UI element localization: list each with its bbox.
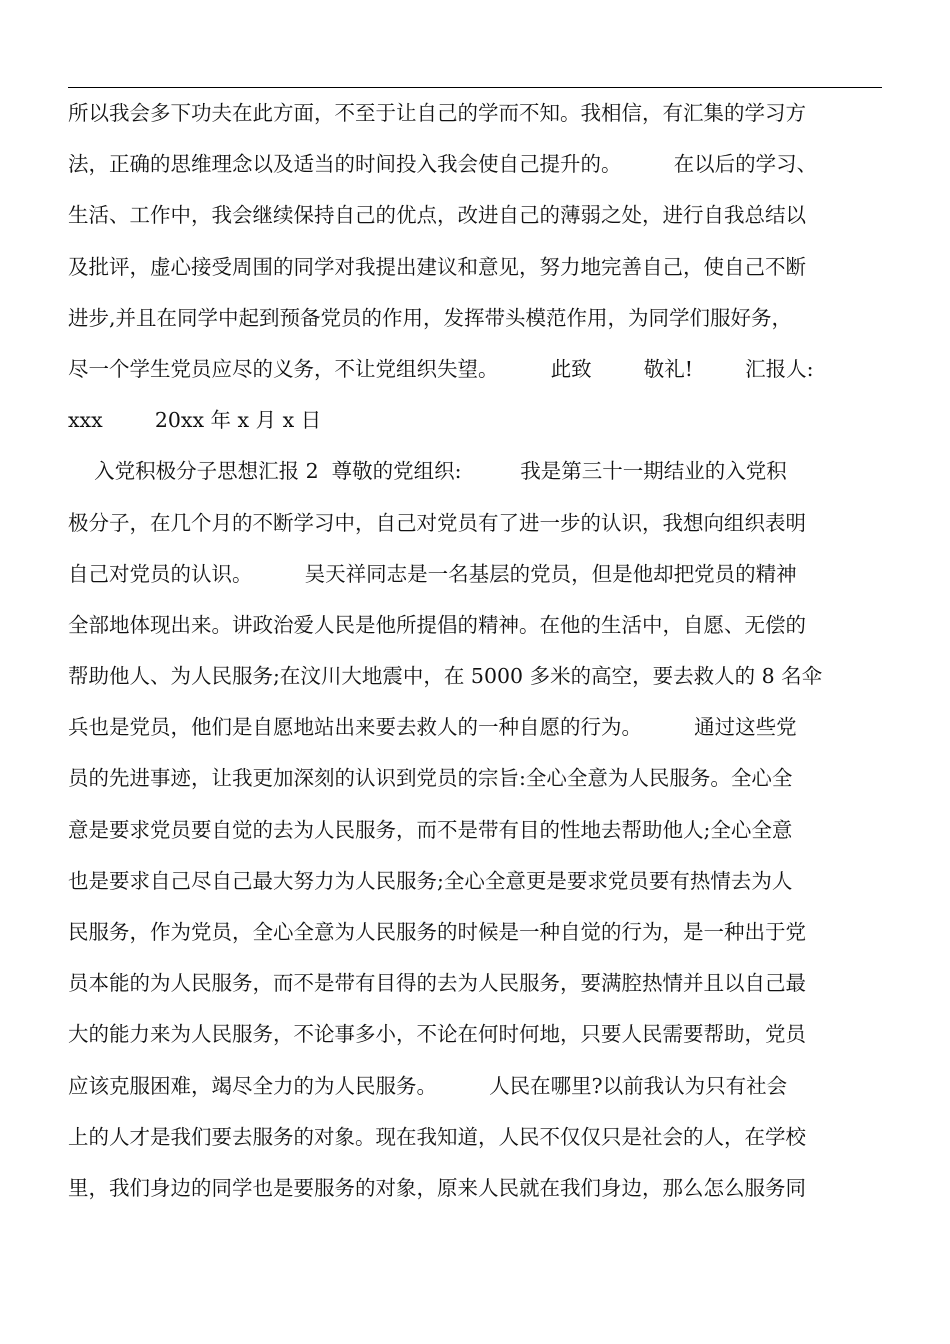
text-line: 上的人才是我们要去服务的对象。现在我知道，人民不仅仅只是社会的人，在学校 bbox=[68, 1124, 806, 1149]
text-line: 及批评，虚心接受周围的同学对我提出建议和意见，努力地完善自己，使自己不断 bbox=[68, 254, 806, 279]
text-line: 入党积极分子思想汇报 2 尊敬的党组织: 我是第三十一期结业的入党积 bbox=[68, 459, 787, 484]
text-line: 员本能的为人民服务，而不是带有目得的去为人民服务，要满腔热情并且以自己最 bbox=[68, 971, 806, 996]
text-line: 生活、工作中，我会继续保持自己的优点，改进自己的薄弱之处，进行自我总结以 bbox=[68, 203, 806, 228]
text-line: 自己对党员的认识。 吴天祥同志是一名基层的党员，但是他却把党员的精神 bbox=[68, 561, 797, 586]
document-body bbox=[68, 88, 898, 1214]
text-line: 法，正确的思维理念以及适当的时间投入我会使自己提升的。 在以后的学习、 bbox=[68, 152, 818, 177]
text-line: 进步,并且在同学中起到预备党员的作用，发挥带头模范作用，为同学们服好务， bbox=[68, 305, 793, 330]
text-line: 所以我会多下功夫在此方面，不至于让自己的学而不知。我相信，有汇集的学习方 bbox=[68, 101, 806, 125]
text-line: 意是要求党员要自觉的去为人民服务，而不是带有目的性地去帮助他人;全心全意 bbox=[68, 817, 793, 842]
text-line: 也是要求自己尽自己最大努力为人民服务;全心全意更是要求党员要有热情去为人 bbox=[68, 868, 793, 893]
text-line: 员的先进事迹，让我更加深刻的认识到党员的宗旨:全心全意为人民服务。全心全 bbox=[68, 766, 793, 791]
text-line: 帮助他人、为人民服务;在汶川大地震中，在 5000 多米的高空，要去救人的 8 名伞 bbox=[68, 664, 823, 689]
text-line: 应该克服困难，竭尽全力的为人民服务。 人民在哪里?以前我认为只有社会 bbox=[68, 1073, 788, 1098]
text-line: 民服务，作为党员，全心全意为人民服务的时候是一种自觉的行为，是一种出于党 bbox=[68, 920, 806, 944]
text-line: 大的能力来为人民服务，不论事多小，不论在何时何地，只要人民需要帮助，党员 bbox=[68, 1022, 806, 1047]
text-line: 里，我们身边的同学也是要服务的对象，原来人民就在我们身边，那么怎么服务同 bbox=[68, 1175, 806, 1200]
text-line: 兵也是党员，他们是自愿地站出来要去救人的一种自愿的行为。 通过这些党 bbox=[68, 715, 797, 740]
text-line: 全部地体现出来。讲政治爱人民是他所提倡的精神。在他的生活中，自愿、无偿的 bbox=[68, 612, 806, 637]
text-line: 尽一个学生党员应尽的义务，不让党组织失望。 此致 敬礼! 汇报人: bbox=[68, 356, 814, 381]
text-line: xxx 20xx 年 x 月 x 日 bbox=[68, 408, 322, 433]
text-line: 极分子，在几个月的不断学习中，自己对党员有了进一步的认识，我想向组织表明 bbox=[68, 510, 806, 535]
